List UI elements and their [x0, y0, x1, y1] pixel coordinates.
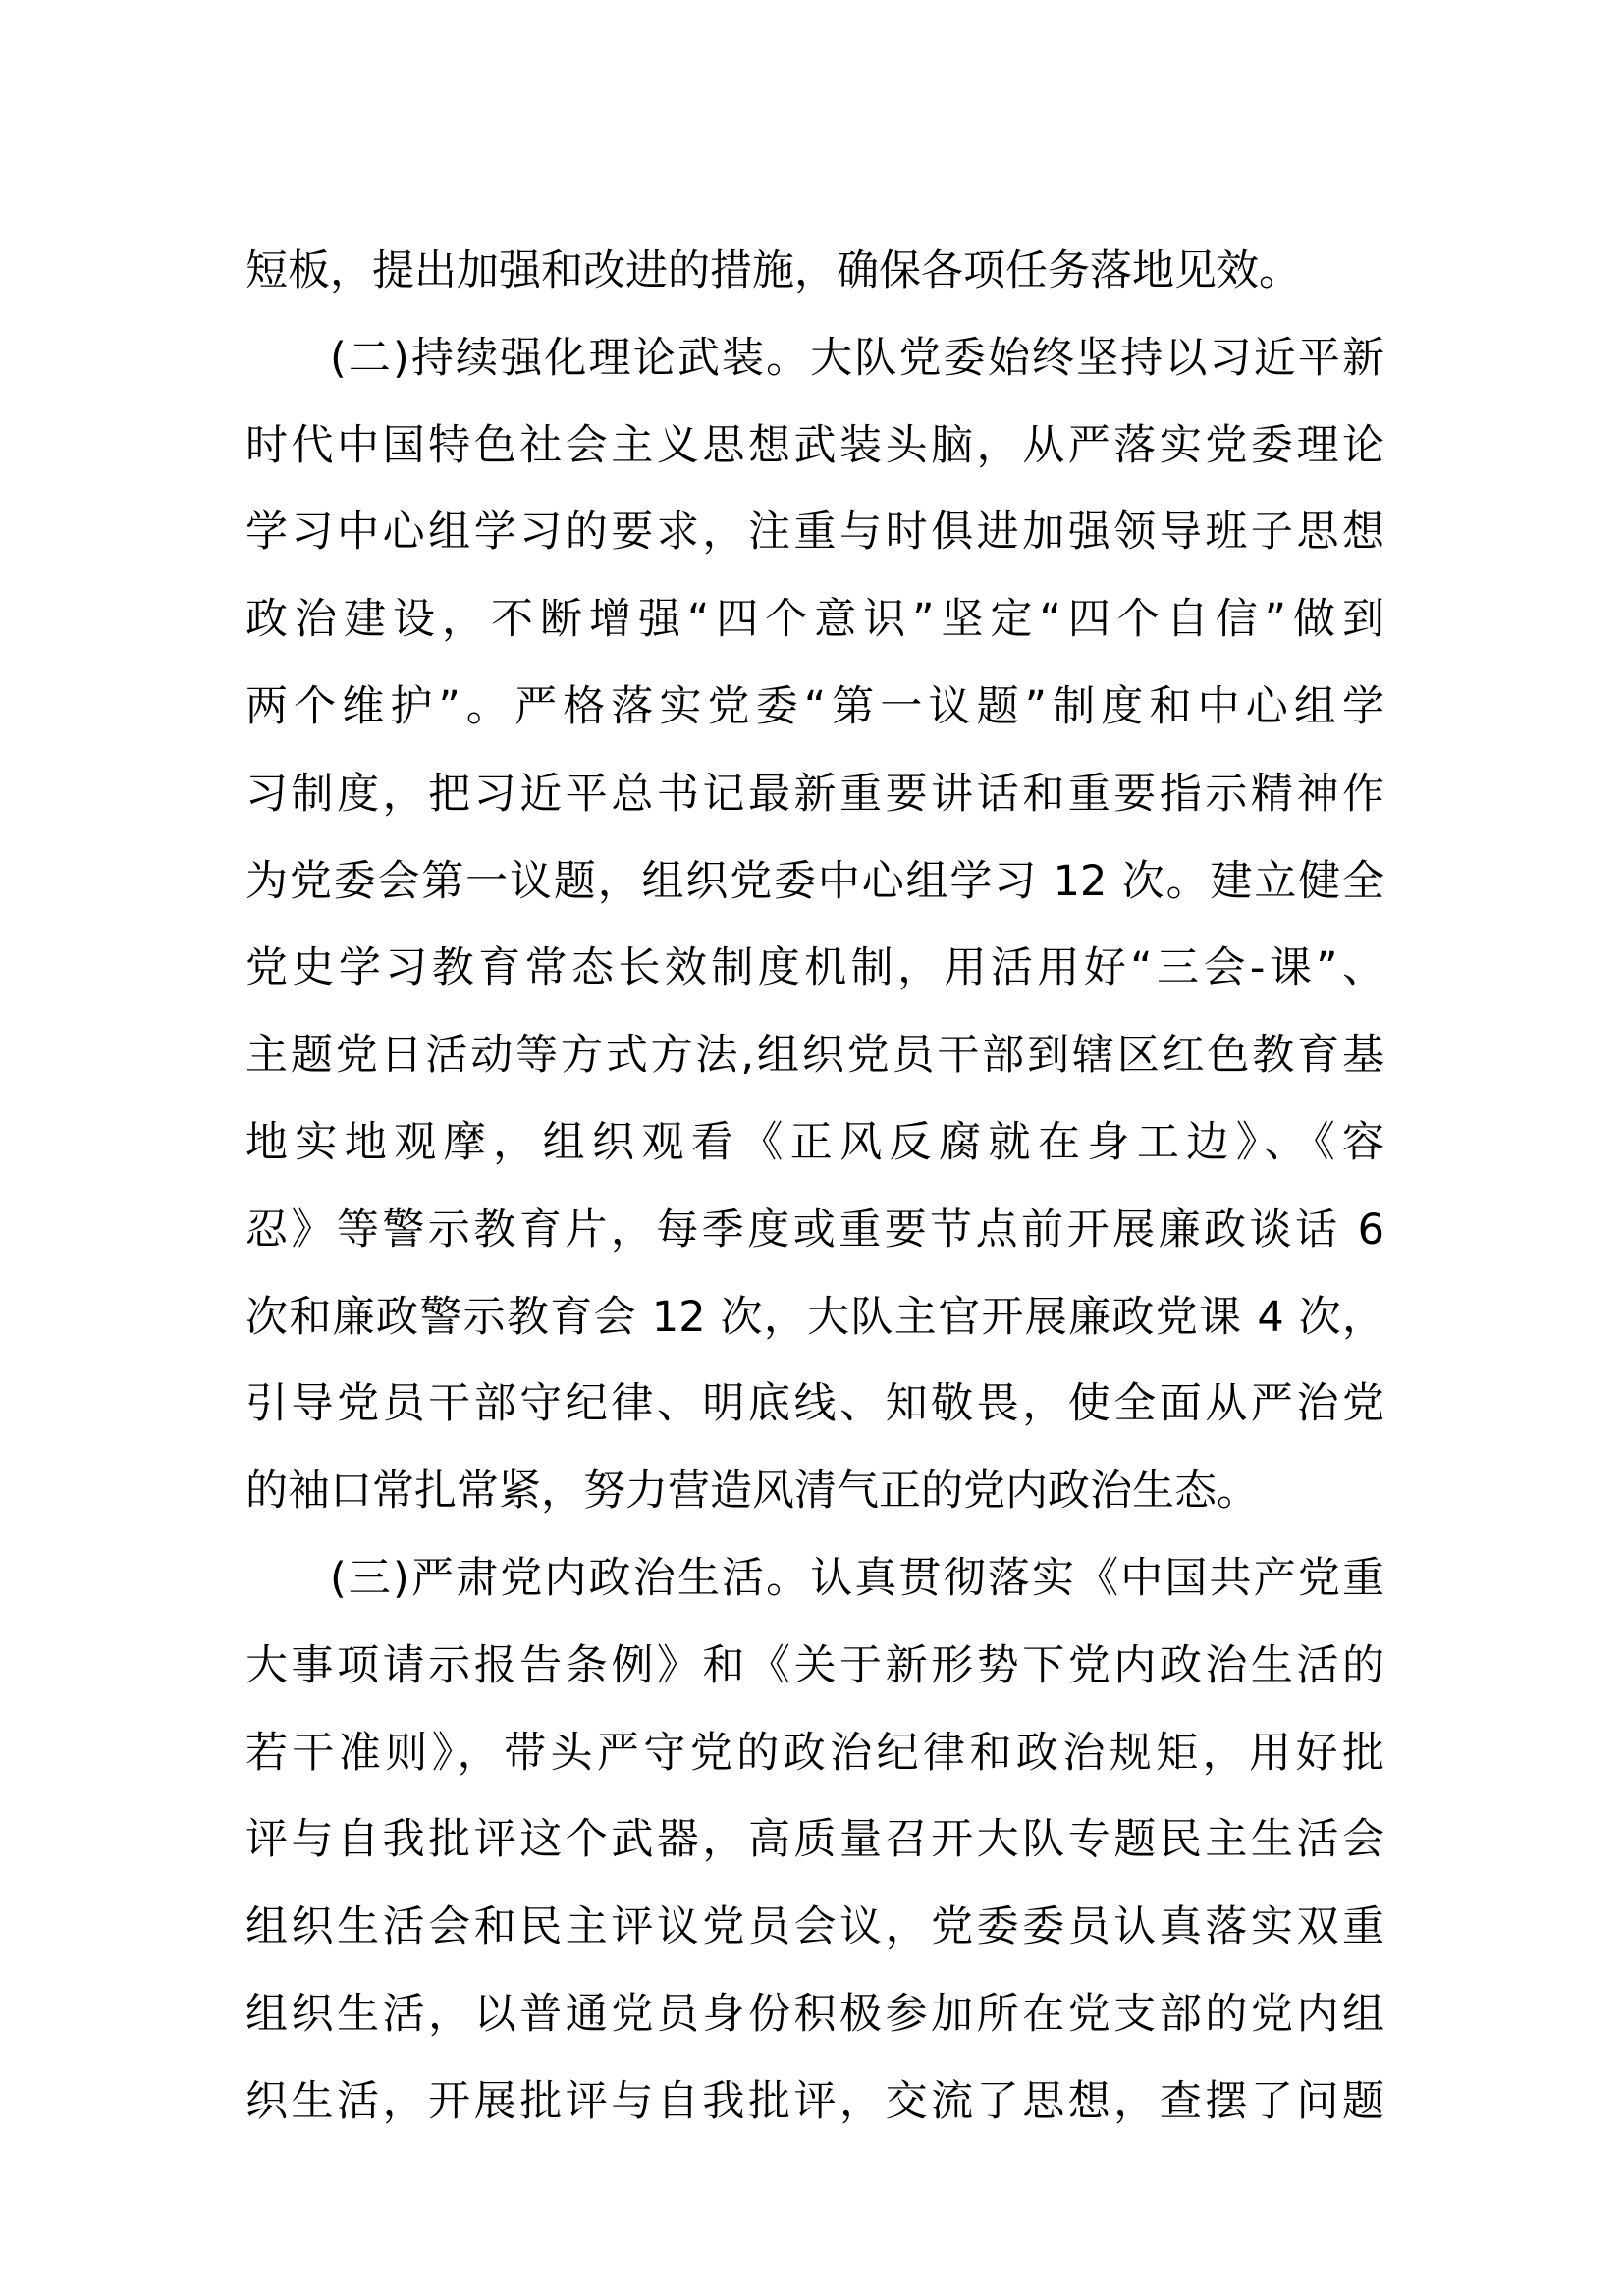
text-line: 若干准则》，带头严守党的政治纪律和政治规矩，用好批: [245, 1728, 1384, 1778]
text-line: 地实地观摩，组织观看《正风反腐就在身工边》、《容: [245, 1117, 1384, 1167]
text-line: 次和廉政警示教育会 12 次，大队主官开展廉政党课 4 次，: [245, 1292, 1384, 1342]
text-line: 引导党员干部守纪律、明底线、知敬畏，使全面从严治党: [245, 1379, 1384, 1429]
text-line: 大事项请示报告条例》和《关于新形势下党内政治生活的: [245, 1640, 1384, 1690]
body-text: [245, 228, 1384, 2146]
text-line: 组织生活，以普通党员身份积极参加所在党支部的党内组: [245, 1989, 1384, 2039]
text-line: 主题党日活动等方式方法,组织党员干部到辖区红色教育基: [245, 1031, 1384, 1081]
text-line: 为党委会第一议题，组织党委中心组学习 12 次。建立健全: [245, 856, 1384, 906]
text-line: 学习中心组学习的要求，注重与时俱进加强领导班子思想: [245, 507, 1384, 558]
paragraph-heading-line: (三)严肃党内政治生活。认真贯彻落实《中国共产党重: [330, 1553, 1384, 1603]
text-line: 短板，提出加强和改进的措施，确保各项任务落地见效。: [245, 246, 1301, 295]
text-line: 政治建设，不断增强“四个意识”坚定“四个自信”做到: [245, 595, 1384, 645]
text-line: 时代中国特色社会主义思想武装头脑，从严落实党委理论: [245, 420, 1384, 470]
text-line: 评与自我批评这个武器，高质量召开大队专题民主生活会: [245, 1815, 1384, 1865]
text-line: 党史学习教育常态长效制度机制，用活用好“三会-课”、: [245, 943, 1384, 993]
text-line: 的袖口常扎常紧，努力营造风清气正的党内政治生态。: [245, 1467, 1259, 1517]
text-line: 织生活，开展批评与自我批评，交流了思想，查摆了问题: [245, 2076, 1384, 2126]
text-line: 两个维护”。严格落实党委“第一议题”制度和中心组学: [245, 681, 1384, 731]
text-line: 组织生活会和民主评议党员会议，党委委员认真落实双重: [245, 1902, 1384, 1952]
text-line: 习制度，把习近平总书记最新重要讲话和重要指示精神作: [245, 769, 1384, 819]
text-line: 忍》等警示教育片，每季度或重要节点前开展廉政谈话 6: [245, 1204, 1384, 1255]
paragraph-heading-line: (二)持续强化理论武装。大队党委始终坚持以习近平新: [330, 333, 1384, 383]
